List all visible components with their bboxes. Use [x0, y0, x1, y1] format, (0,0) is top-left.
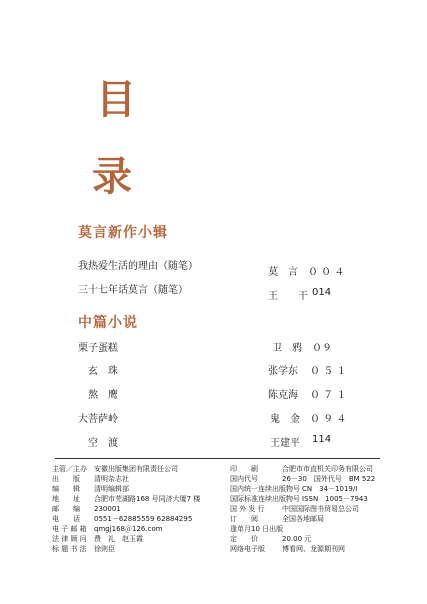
entry-author: 陈克海: [268, 390, 298, 401]
colophon-label: 编 辑: [52, 485, 80, 493]
colophon-left-row: [52, 494, 200, 504]
entry-page: ０９: [312, 343, 332, 354]
colophon-label: 国内统一连续出版物号: [230, 485, 300, 493]
colophon-value: 中国国际图书贸易总公司: [282, 505, 359, 513]
colophon-value: 0551－62885559 62884295: [94, 515, 193, 523]
colophon-label: 国际标准连续出版物号: [230, 495, 300, 503]
colophon-label: 电 子 邮 箱: [52, 525, 87, 533]
colophon-left-row: [52, 504, 121, 514]
colophon-label: 出 版: [52, 475, 80, 483]
colophon-value: 清明杂志社: [94, 475, 129, 483]
colophon-label: 国 外 发 行: [230, 505, 265, 513]
entry-page: ０ ７ １: [310, 390, 347, 401]
entry-title: 我热爱生活的理由（随笔）: [78, 261, 198, 272]
entry-title: 三十七年话莫言（随笔）: [78, 285, 188, 296]
colophon-left-row: [52, 464, 178, 474]
colophon-value: 26－30 国外代号 BM 522: [282, 475, 376, 483]
colophon-right-row: [230, 484, 357, 494]
colophon-label: 主管／主办: [52, 465, 87, 473]
colophon-right-row: [230, 524, 283, 534]
colophon-value: 全国各地邮局: [282, 515, 324, 523]
colophon-label: 地 址: [52, 495, 80, 503]
colophon-label: 逢单月10 日出版: [230, 525, 284, 533]
colophon-value: 安徽出版集团有限责任公司: [94, 465, 178, 473]
entry-author: 王 干: [268, 291, 308, 302]
entry-author: 张学东: [268, 366, 298, 377]
entry-page: 114: [312, 434, 332, 445]
colophon-left-row: [52, 514, 192, 524]
colophon-label: 订 阅: [230, 515, 258, 523]
colophon-label: 定 价: [230, 535, 258, 543]
colophon-value: 博看网、龙源期刊网: [282, 545, 345, 553]
entry-page: ０ ９ ４: [310, 414, 347, 425]
colophon-label: 邮 编: [52, 505, 80, 513]
colophon-value: 清明编辑部: [94, 485, 129, 493]
toc-entry[interactable]: [78, 257, 198, 272]
colophon-right-row: [230, 464, 373, 474]
section-heading-novella: 中篇小说: [78, 315, 138, 331]
entry-title: 空 渡: [88, 438, 118, 449]
entry-page: 014: [312, 287, 332, 298]
colophon-value: ISSN 1005－7943: [302, 495, 368, 503]
title-char-mu: 目: [96, 77, 136, 123]
colophon-divider: [55, 458, 380, 459]
colophon-value: 合肥市市直机关印务有限公司: [282, 465, 373, 473]
colophon-left-row: [52, 524, 163, 534]
colophon-label: 法 律 顾 问: [52, 535, 87, 543]
toc-entry[interactable]: [88, 386, 118, 401]
entry-page: ０ ０ ４: [308, 267, 345, 278]
entry-page: ０ ５ １: [310, 366, 347, 377]
colophon-value: CN 34－1019/I: [302, 485, 358, 493]
toc-entry[interactable]: [78, 339, 118, 354]
toc-entry[interactable]: [78, 410, 118, 425]
colophon-value: qmgj168＠126.com: [94, 525, 163, 533]
entry-author: 鬼 金: [270, 414, 300, 425]
toc-entry[interactable]: [78, 281, 188, 296]
colophon-value: 徐则臣: [94, 545, 115, 553]
colophon-left-row: [52, 544, 115, 554]
colophon-label: 网络电子版: [230, 545, 265, 553]
colophon-label: 国内代号: [230, 475, 258, 483]
colophon-right-row: [230, 494, 368, 504]
colophon-right-row: [230, 504, 359, 514]
entry-author: 卫 鸦: [272, 343, 302, 354]
colophon-value: 20.00 元: [282, 535, 312, 543]
colophon-label: 电 话: [52, 515, 80, 523]
entry-title: 玄 珠: [88, 366, 118, 377]
entry-title: 大菩萨岭: [78, 414, 118, 425]
title-char-lu: 录: [92, 154, 132, 200]
colophon-right-row: [230, 474, 375, 484]
colophon-left-row: [52, 534, 143, 544]
colophon-right-row: [230, 534, 311, 544]
entry-author: 莫 言: [268, 267, 298, 278]
colophon-right-row: [230, 544, 345, 554]
entry-title: 熬 鹰: [88, 390, 118, 401]
colophon-value: 合肥市芜湖路168 号同济大厦7 楼: [94, 495, 201, 503]
colophon-value: 费 礼 赵玉霞: [94, 535, 143, 543]
colophon-left-row: [52, 484, 129, 494]
section-heading-mo-yan: 莫言新作小辑: [78, 225, 168, 241]
colophon-label: 印 刷: [230, 465, 258, 473]
colophon-value: 230001: [94, 505, 121, 513]
toc-entry[interactable]: [88, 362, 118, 377]
colophon-label: 标 题 书 法: [52, 545, 87, 553]
entry-title: 栗子蛋糕: [78, 343, 118, 354]
colophon-left-row: [52, 474, 129, 484]
colophon-right-row: [230, 514, 324, 524]
toc-entry[interactable]: [88, 434, 118, 449]
entry-author: 王建平: [270, 438, 300, 449]
